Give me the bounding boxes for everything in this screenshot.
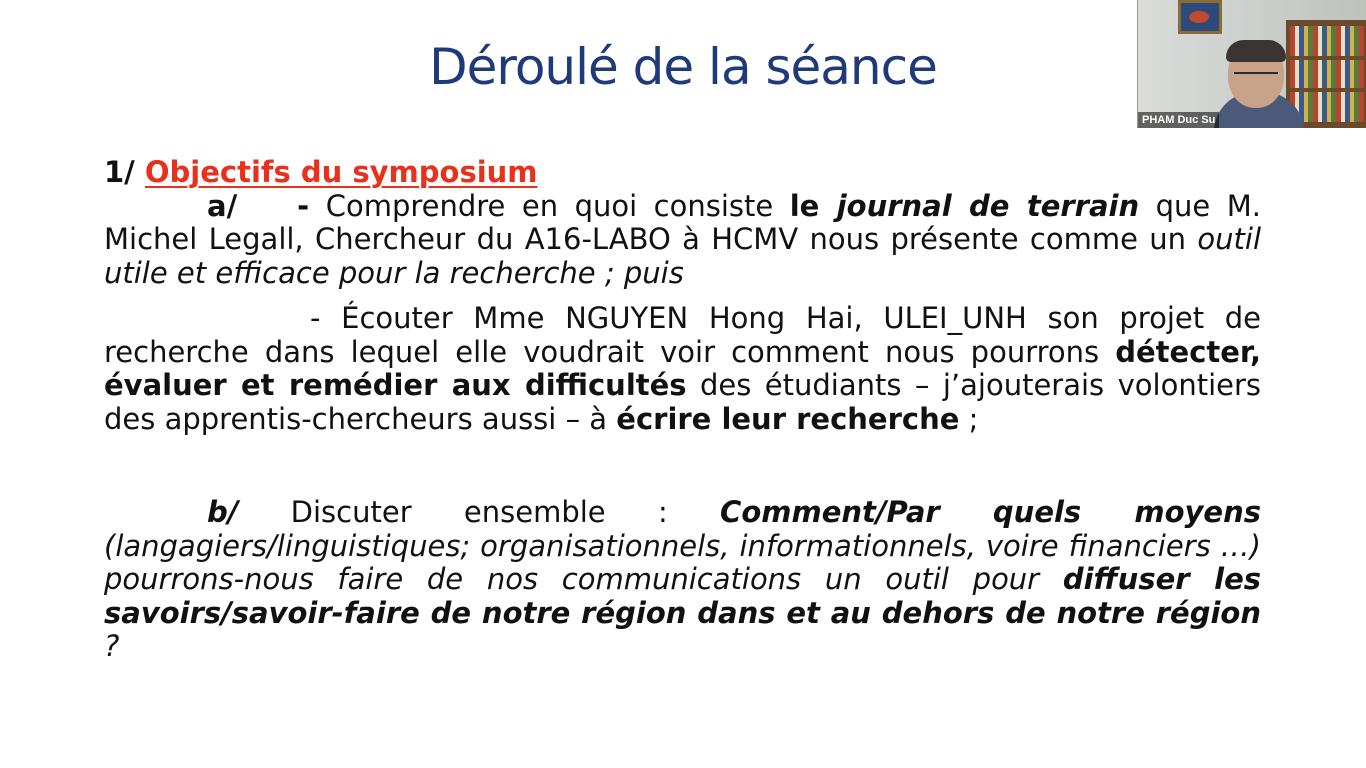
b-bolditalic-1: Comment/Par quels moyens (720, 495, 1261, 529)
participant-name-label: PHAM Duc Su (1138, 112, 1219, 128)
slide-title: Déroulé de la séance (429, 38, 937, 96)
a1-bolditalic-1: journal de terrain (836, 188, 1140, 223)
label-b: b/ (207, 495, 239, 529)
paragraph-a1 (104, 190, 1261, 291)
a2-text-2: des étudiants – j’ajouterais volontiers des apprentis-chercheurs aussi – à (104, 368, 1261, 436)
b-italic-2: ? (104, 629, 120, 663)
b-text-1: Discuter ensemble : (238, 495, 721, 529)
books (1290, 26, 1364, 122)
paragraph-b (104, 496, 1261, 664)
b-italic-1: (langagiers/linguistiques; organisationnels, informationnels, voire financiers …) pourrons-nous faire de nos communications un outil pour (104, 528, 1261, 596)
a2-bold-1: détecter, évaluer et remédier aux difficultés (104, 334, 1261, 402)
wall-painting (1178, 0, 1222, 34)
slide-content (104, 156, 1261, 664)
participant-hair (1226, 40, 1286, 62)
dash-a: - (297, 188, 310, 223)
a1-text-1: Comprendre en quoi consiste (309, 188, 790, 223)
participant-glasses (1234, 72, 1278, 82)
a2-text-3: ; (959, 401, 979, 436)
spacer (104, 436, 1261, 496)
heading-number: 1/ (104, 155, 135, 189)
a2-bold-2: écrire leur recherche (616, 401, 960, 436)
a1-text-2: que M. Michel Legall, Chercheur du A16-LABO à HCMV nous présente comme un (104, 188, 1261, 256)
paragraph-a2 (104, 302, 1261, 436)
section-heading (104, 156, 1261, 190)
heading-objectives: Objectifs du symposium (144, 155, 538, 189)
label-a: a/ (207, 188, 238, 223)
b-bolditalic-2: diffuser les savoirs/savoir-faire de notre région dans et au dehors de notre région (104, 562, 1262, 630)
a1-italic-1: outil utile et efficace pour la recherche ; puis (104, 222, 1261, 290)
participant-video-tile[interactable] (1137, 0, 1366, 128)
a1-bold-1: le (789, 188, 837, 223)
a2-text-1: - Écouter Mme NGUYEN Hong Hai, ULEI_UNH son projet de recherche dans lequel elle voudrait voir comment nous pourrons (104, 301, 1261, 369)
